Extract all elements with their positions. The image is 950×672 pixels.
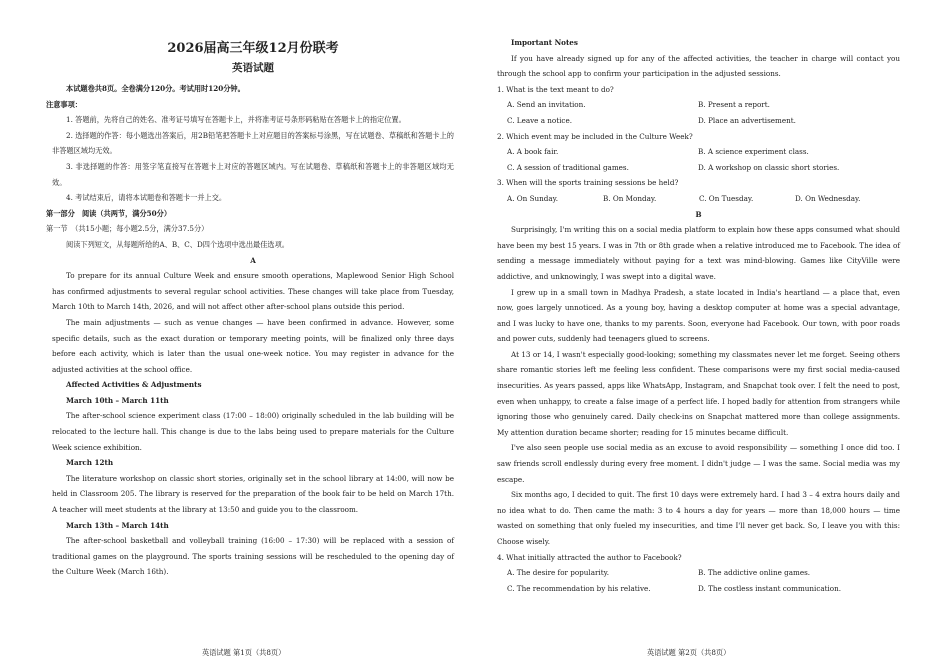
passage-b-para-2: I grew up in a small town in Madhya Pradesh, a state located in India's heartland — a place that, even now, goes largely unnoticed. As a young boy, having a desktop computer at home was a special advantage, and I was lucky to have one, thanks to my parents. Soon, everyone had Facebook. Our town, with poor roads and power cuts, suddenly had teenagers glued to screens. — [497, 287, 900, 344]
note-1: 1. 答题前，先将自己的姓名、准考证号填写在答题卡上，并将准考证号条形码粘贴在答题卡上的指定位置。 — [66, 115, 406, 125]
page-footer: 英语试题 第2页（共8页） — [647, 648, 731, 657]
affected-heading: Affected Activities & Adjustments — [66, 380, 202, 390]
option: B. On Monday. — [603, 193, 657, 203]
option: D. The costless instant communication. — [698, 583, 842, 593]
date-heading-2: March 12th — [66, 458, 114, 468]
option: A. On Sunday. — [507, 193, 559, 203]
question-2: 2. Which event may be included in the Culture Week? — [497, 131, 693, 141]
passage-b-para-3: At 13 or 14, I wasn't especially good-looking; something my classmates never let me forget. Seeing others share romantic stories left me feeling less confident. These comparisons were my first social media-caused insecurities. As years passed, apps like WhatsApp, Instagram, and Snapchat took over. I felt the need to post, even when unhappy, to create a false image of a perfect life. I hoped badly for attention from strangers while ignoring those who genuinely cared. Daily check-ins on Snapchat mattered more than college assignments. My attention duration became shorter; reading for 15 minutes became difficult. — [497, 349, 900, 437]
question-3: 3. When will the sports training sessions be held? — [497, 178, 679, 188]
date-heading-3: March 13th – March 14th — [66, 520, 169, 530]
question-3-options — [507, 191, 900, 207]
page-2 — [497, 0, 900, 672]
exam-subtitle: 英语试题 — [232, 62, 274, 74]
note-3: 3. 非选择题的作答：用签字笔直接写在答题卡上对应的答题区域内。写在试题卷、草稿纸和答题卡上的非答题区域均无效。 — [52, 161, 454, 187]
option: B. Present a report. — [698, 100, 770, 110]
instruction: 阅读下列短文，从每题所给的A、B、C、D四个选项中选出最佳选项。 — [66, 239, 289, 249]
question-4-options — [507, 565, 900, 581]
passage-a-para-2: The main adjustments — such as venue changes — have been confirmed in advance. However, some specific details, such as the exact duration or temporary meeting points, will be finalized only three days before each activity, which is later than the usual one-week notice. You may register in advance for the adjusted activities at the school office. — [52, 317, 454, 374]
passage-b-para-1: Surprisingly, I'm writing this on a social media platform to explain how these apps consumed what should have been my best 15 years. I was in 7th or 8th grade when a relative introduced me to Facebook. The idea of sending a message immediately without paying for a text was mind-blowing. Games like CityVille were addictive, and unknowingly, I was swept into a digital wave. — [497, 225, 900, 281]
question-2-options-row-2 — [507, 160, 900, 176]
option: C. A session of traditional games. — [507, 162, 629, 172]
option: A. Send an invitation. — [507, 100, 586, 110]
part-heading: 第一部分 阅读（共两节，满分50分） — [46, 208, 172, 218]
question-1: 1. What is the text meant to do? — [497, 84, 614, 94]
page-footer: 英语试题 第1页（共8页） — [202, 648, 286, 657]
option: A. A book fair. — [507, 147, 559, 157]
passage-b-para-4: I've also seen people use social media as an excuse to avoid responsibility — something I once did too. I saw friends scroll endlessly during every free moment. I didn't judge — I was the same. Social media was my escape. — [497, 443, 900, 484]
option: B. A science experiment class. — [698, 147, 809, 157]
notes-heading: 注意事项： — [46, 99, 82, 109]
option: D. A workshop on classic short stories. — [698, 162, 840, 172]
option: B. The addictive online games. — [698, 568, 811, 578]
option: C. Leave a notice. — [507, 115, 572, 125]
section-heading: 第一节 （共15小题；每小题2.5分，满分37.5分） — [46, 224, 209, 234]
question-1-options — [507, 97, 900, 113]
date-heading-1: March 10th – March 11th — [66, 395, 169, 405]
date-text-1: The after-school science experiment class (17:00 – 18:00) originally scheduled in the lab building will be relocated to the lecture hall. This change is due to the labs being used to prepare materials for the Culture Week science exhibition. — [52, 411, 454, 452]
passage-a-para-1: To prepare for its annual Culture Week and ensure smooth operations, Maplewood Senior High School has confirmed adjustments to several regular school activities. These changes will take place from Tuesday, March 10th to March 14th, 2026, and will not affect other after-school plans outside this period. — [52, 271, 454, 312]
exam-title: 2026届高三年级12月份联考 — [167, 41, 339, 56]
passage-b-label: B — [695, 209, 702, 219]
question-4: 4. What initially attracted the author to Facebook? — [497, 552, 682, 562]
question-1-options-row-2 — [507, 113, 900, 129]
passage-a-label: A — [250, 255, 256, 265]
option: D. On Wednesday. — [795, 193, 861, 203]
date-text-3: The after-school basketball and volleyball training (16:00 – 17:30) will be replaced with a session of traditional games on the playground. The sports training sessions will be rescheduled to the opening day of the Culture Week (March 16th). — [52, 536, 454, 577]
option: C. The recommendation by his relative. — [507, 583, 651, 593]
exam-info: 本试题卷共8页。全卷满分120分。考试用时120分钟。 — [66, 84, 245, 93]
date-text-2: The literature workshop on classic short stories, originally set in the school library at 14:00, will now be held in Classroom 205. The library is reserved for the preparation of the book fair to be held on March 17th. A teacher will meet students at the library at 13:50 and guide you to the classroom. — [52, 473, 454, 515]
question-2-options — [507, 144, 900, 160]
important-notes-heading: Important Notes — [511, 38, 578, 47]
important-notes-text: If you have already signed up for any of the affected activities, the teacher in charge will contact you through the school app to confirm your participation in the adjusted sessions. — [497, 53, 900, 79]
note-4: 4. 考试结束后，请将本试题卷和答题卡一并上交。 — [66, 193, 227, 203]
option: C. On Tuesday. — [699, 193, 754, 203]
option: D. Place an advertisement. — [698, 115, 796, 125]
note-2: 2. 选择题的作答：每小题选出答案后，用2B铅笔把答题卡上对应题目的答案标号涂黑，写在试题卷、草稿纸和答题卡上的非答题区域均无效。 — [52, 130, 454, 156]
option: A. The desire for popularity. — [507, 568, 609, 578]
page-1 — [46, 0, 454, 672]
question-4-options-row-2 — [507, 581, 900, 597]
passage-b-para-5: Six months ago, I decided to quit. The first 10 days were extremely hard. I had 3 – 4 extra hours daily and no idea what to do. Then came the math: 3 to 4 hours a day for years — more than 18,000 hours — time wasted on something that only fueled my insecurities, and time I'll never get back. So, I leave you with this: Choose wisely. — [497, 490, 900, 546]
